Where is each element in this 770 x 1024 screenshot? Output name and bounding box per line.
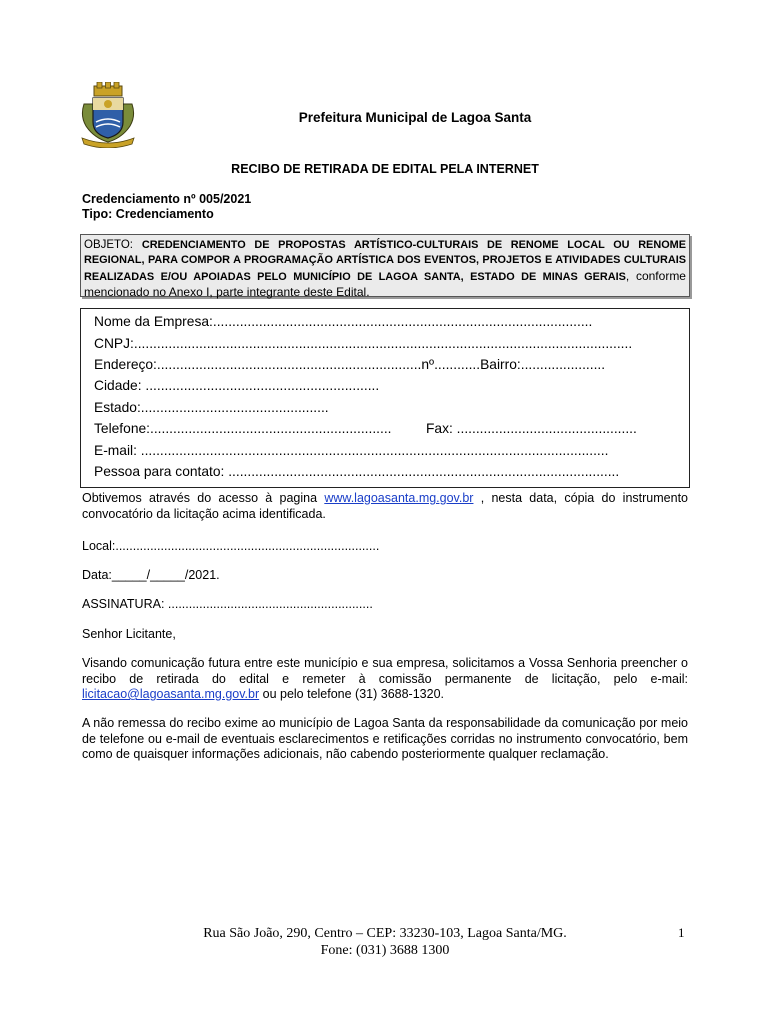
email-link[interactable]: licitacao@lagoasanta.mg.gov.br [82, 687, 260, 701]
objeto-tail: , conforme mencionado no Anexo I, parte integrante deste Edital. [84, 268, 686, 300]
contact-person-field[interactable]: Pessoa para contato: ...................................................................................................... [94, 464, 620, 479]
objeto-label: OBJETO: [84, 239, 142, 251]
obtivemos-text-end: , nesta data, cópia do instrumento convocatório da licitação acima identificada. [82, 491, 688, 521]
fax-field[interactable]: Fax: ............................................... [426, 421, 637, 436]
address-field[interactable]: Endereço:.....................................................................nº............Bairro:...................... [94, 357, 606, 372]
municipality-title: Prefeitura Municipal de Lagoa Santa [298, 110, 532, 125]
objeto-description: CREDENCIAMENTO DE PROPOSTAS ARTÍSTICO-CULTURAIS DE RENOME LOCAL OU RENOME REGIONAL, PARA COMPOR A PROGRAMAÇÃO ARTÍSTICA DOS EVENTOS, PROJETOS E ATIVIDADES CULTURAIS REALIZADAS E/OU APOIADAS PELO MUNICÍPIO DE LAGOA SANTA, ESTADO DE MINAS GERAIS [84, 239, 686, 283]
visando-text-start: Visando comunicação futura entre este município e sua empresa, solicitamos a Vossa Senhoria preencher o recibo de retirada do edital e remeter à comissão permanente de licitação, pelo e-mail: [82, 656, 688, 686]
credenciamento-type: Tipo: Credenciamento [82, 207, 214, 221]
phone-field[interactable]: Telefone:............................................................... [94, 421, 392, 436]
remessa-paragraph: A não remessa do recibo exime ao município de Lagoa Santa da responsabilidade da comunicação por meio de telefone ou e-mail de eventuais esclarecimentos e retificações corridas no instrumento convocatório, bem como de quaisquer informações adicionais, não cabendo posteriormente qualquer reclamação. [82, 716, 688, 761]
visando-paragraph [82, 656, 688, 703]
company-name-field[interactable]: Nome da Empresa:................................................................................................... [94, 314, 593, 329]
date-field[interactable]: Data:_____/_____/2021. [82, 568, 220, 582]
company-form [80, 308, 690, 488]
obtivemos-text-start: Obtivemos através do acesso à pagina [82, 491, 325, 505]
signature-field[interactable]: ASSINATURA: ........................................................... [82, 597, 373, 611]
state-field[interactable]: Estado:................................................. [94, 400, 329, 415]
website-link[interactable]: www.lagoasanta.mg.gov.br [324, 491, 474, 505]
obtivemos-paragraph [82, 491, 688, 522]
credenciamento-info [82, 192, 251, 222]
footer-address: Rua São João, 290, Centro – CEP: 33230-103, Lagoa Santa/MG. [203, 926, 567, 941]
footer-phone: Fone: (031) 3688 1300 [320, 943, 450, 958]
objeto-box [80, 234, 690, 300]
visando-text-end: ou pelo telefone (31) 3688-1320. [259, 687, 445, 701]
document-title: RECIBO DE RETIRADA DE EDITAL PELA INTERNET [231, 162, 539, 176]
city-field[interactable]: Cidade: ............................................................. [94, 378, 380, 393]
salutation: Senhor Licitante, [82, 627, 176, 641]
local-field[interactable]: Local:............................................................................ [82, 539, 380, 553]
credenciamento-number: Credenciamento nº 005/2021 [82, 192, 252, 206]
email-field[interactable]: E-mail: .......................................................................................................................... [94, 443, 609, 458]
cnpj-field[interactable]: CNPJ:.................................................................................................................................. [94, 336, 633, 351]
page-number: 1 [678, 925, 685, 940]
